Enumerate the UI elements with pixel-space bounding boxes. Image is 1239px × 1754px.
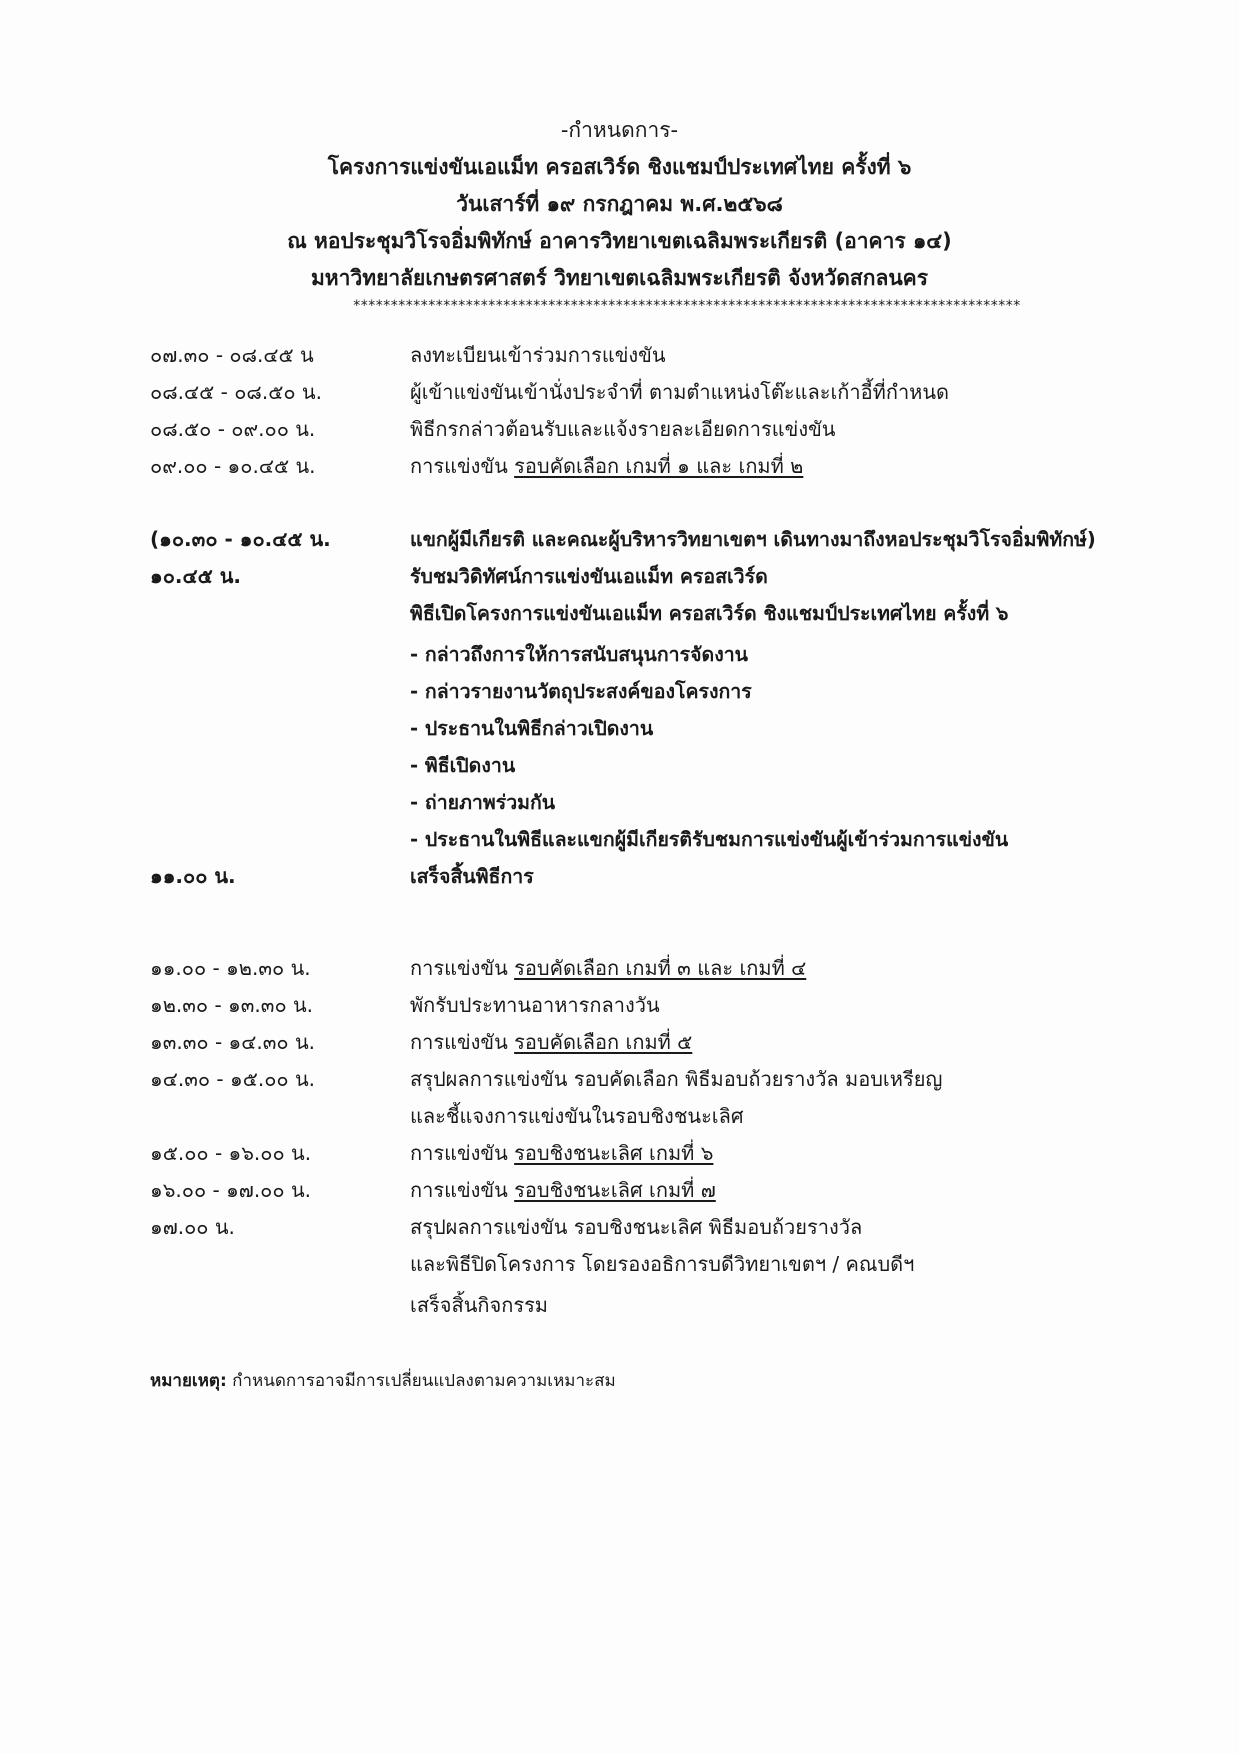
doc-title: -กำหนดการ- [560,118,679,142]
row-desc [410,950,806,987]
row-desc: และชี้แจงการแข่งขันในรอบชิงชนะเลิศ [410,1104,744,1128]
desc-prefix: การแข่งขัน [410,1178,515,1202]
bullet-text: - ประธานในพิธีกล่าวเปิดงาน [410,717,654,740]
row-time: ๐๘.๔๕ - ๐๘.๕๐ น. [150,380,322,404]
event-university: มหาวิทยาลัยเกษตรศาสตร์ วิทยาเขตเฉลิมพระเกียรติ จังหวัดสกลนคร [310,266,929,290]
remark-text: กำหนดการอาจมีการเปลี่ยนแปลงตามความเหมาะสม [226,1371,616,1391]
row-time: ๑๑.๐๐ น. [150,864,236,888]
row-desc [410,1172,716,1209]
row-desc [410,1024,692,1061]
schedule-row [0,1024,1239,1061]
round-label: รอบชิงชนะเลิศ เกมที่ ๗ [514,1178,716,1202]
remark [150,1366,616,1396]
bullet-text: - กล่าวรายงานวัตถุประสงค์ของโครงการ [410,680,752,703]
schedule-row-continued [0,1287,1239,1324]
schedule-row [0,987,1239,1024]
desc-prefix: การแข่งขัน [410,956,515,980]
row-desc: ผู้เข้าแข่งขันเข้านั่งประจำที่ ตามตำแหน่งโต๊ะและเก้าอี้ที่กำหนด [410,380,950,404]
row-time: ๐๙.๐๐ - ๑๐.๔๕ น. [150,454,316,478]
desc-prefix: การแข่งขัน [410,454,515,478]
bullet-text: - พิธีเปิดงาน [410,754,516,777]
ceremony-row [0,521,1239,558]
row-time: ๑๒.๓๐ - ๑๓.๓๐ น. [150,993,314,1017]
row-desc: สรุปผลการแข่งขัน รอบชิงชนะเลิศ พิธีมอบถ้วยรางวัล [410,1215,863,1239]
row-time: ๑๐.๔๕ น. [150,564,242,588]
schedule-row [0,448,1239,485]
schedule-row-continued [0,1098,1239,1135]
remark-label: หมายเหตุ: [150,1371,227,1391]
round-label: รอบชิงชนะเลิศ เกมที่ ๖ [514,1141,714,1165]
row-time: ๑๖.๐๐ - ๑๗.๐๐ น. [150,1178,311,1202]
bullet-text: - ประธานในพิธีและแขกผู้มีเกียรติรับชมการแข่งขันผู้เข้าร่วมการแข่งขัน [410,828,1009,851]
row-time: (๑๐.๓๐ - ๑๐.๔๕ น. [150,527,331,551]
bullet-text: - กล่าวถึงการให้การสนับสนุนการจัดงาน [410,643,748,666]
row-time: ๐๘.๕๐ - ๐๙.๐๐ น. [150,417,316,441]
schedule-row [0,1061,1239,1098]
row-time: ๑๑.๐๐ - ๑๒.๓๐ น. [150,956,311,980]
row-desc: พิธีกรกล่าวต้อนรับและแจ้งรายละเอียดการแข่งขัน [410,417,836,441]
ceremony-bullet [0,821,1239,858]
schedule-row-continued [0,1246,1239,1283]
row-desc: สรุปผลการแข่งขัน รอบคัดเลือก พิธีมอบถ้วยรางวัล มอบเหรียญ [410,1067,943,1091]
schedule-row [0,374,1239,411]
round-label: รอบคัดเลือก เกมที่ ๑ และ เกมที่ ๒ [514,454,804,478]
schedule-row [0,950,1239,987]
ceremony-bullet [0,710,1239,747]
row-desc: พิธีเปิดโครงการแข่งขันเอแม็ท ครอสเวิร์ด ชิงแชมป์ประเทศไทย ครั้งที่ ๖ [410,602,1009,625]
row-desc: เสร็จสิ้นกิจกรรม [410,1293,548,1317]
bullet-text: - ถ่ายภาพร่วมกัน [410,791,556,814]
row-desc [410,1135,713,1172]
row-desc: และพิธีปิดโครงการ โดยรองอธิการบดีวิทยาเขตฯ / คณบดีฯ [410,1252,915,1276]
row-desc: พักรับประทานอาหารกลางวัน [410,993,660,1017]
asterisk-divider: ***************************************************************************************** [353,298,1021,314]
ceremony-row [0,595,1239,632]
schedule-row [0,1172,1239,1209]
ceremony-row [0,858,1239,895]
row-desc [410,448,803,485]
ceremony-bullet [0,673,1239,710]
row-time: ๑๗.๐๐ น. [150,1215,235,1239]
round-label: รอบคัดเลือก เกมที่ ๕ [514,1030,693,1054]
row-time: ๑๔.๓๐ - ๑๕.๐๐ น. [150,1067,315,1091]
row-desc: ลงทะเบียนเข้าร่วมการแข่งขัน [410,343,666,367]
desc-prefix: การแข่งขัน [410,1030,515,1054]
row-time: ๐๗.๓๐ - ๐๘.๔๕ น [150,343,314,367]
schedule-row [0,337,1239,374]
round-label: รอบคัดเลือก เกมที่ ๓ และ เกมที่ ๔ [514,956,807,980]
schedule-row [0,1209,1239,1246]
schedule-row [0,1135,1239,1172]
project-name: โครงการแข่งขันเอแม็ท ครอสเวิร์ด ชิงแชมป์ประเทศไทย ครั้งที่ ๖ [327,155,912,179]
row-time: ๑๕.๐๐ - ๑๖.๐๐ น. [150,1141,312,1165]
ceremony-row [0,558,1239,595]
row-desc: เสร็จสิ้นพิธีการ [410,865,534,888]
row-desc: แขกผู้มีเกียรติ และคณะผู้บริหารวิทยาเขตฯ เดินทางมาถึงหอประชุมวิโรจอิ่มพิทักษ์) [410,528,1096,551]
event-venue: ณ หอประชุมวิโรจอิ่มพิทักษ์ อาคารวิทยาเขตเฉลิมพระเกียรติ (อาคาร ๑๔) [287,229,952,253]
schedule-row [0,411,1239,448]
ceremony-bullet [0,636,1239,673]
row-time: ๑๓.๓๐ - ๑๔.๓๐ น. [150,1030,315,1054]
ceremony-bullet [0,784,1239,821]
desc-prefix: การแข่งขัน [410,1141,515,1165]
ceremony-bullet [0,747,1239,784]
schedule-header [0,112,1239,297]
event-date: วันเสาร์ที่ ๑๙ กรกฎาคม พ.ศ.๒๕๖๘ [456,192,783,216]
row-desc: รับชมวิดิทัศน์การแข่งขันเอแม็ท ครอสเวิร์ด [410,565,768,588]
